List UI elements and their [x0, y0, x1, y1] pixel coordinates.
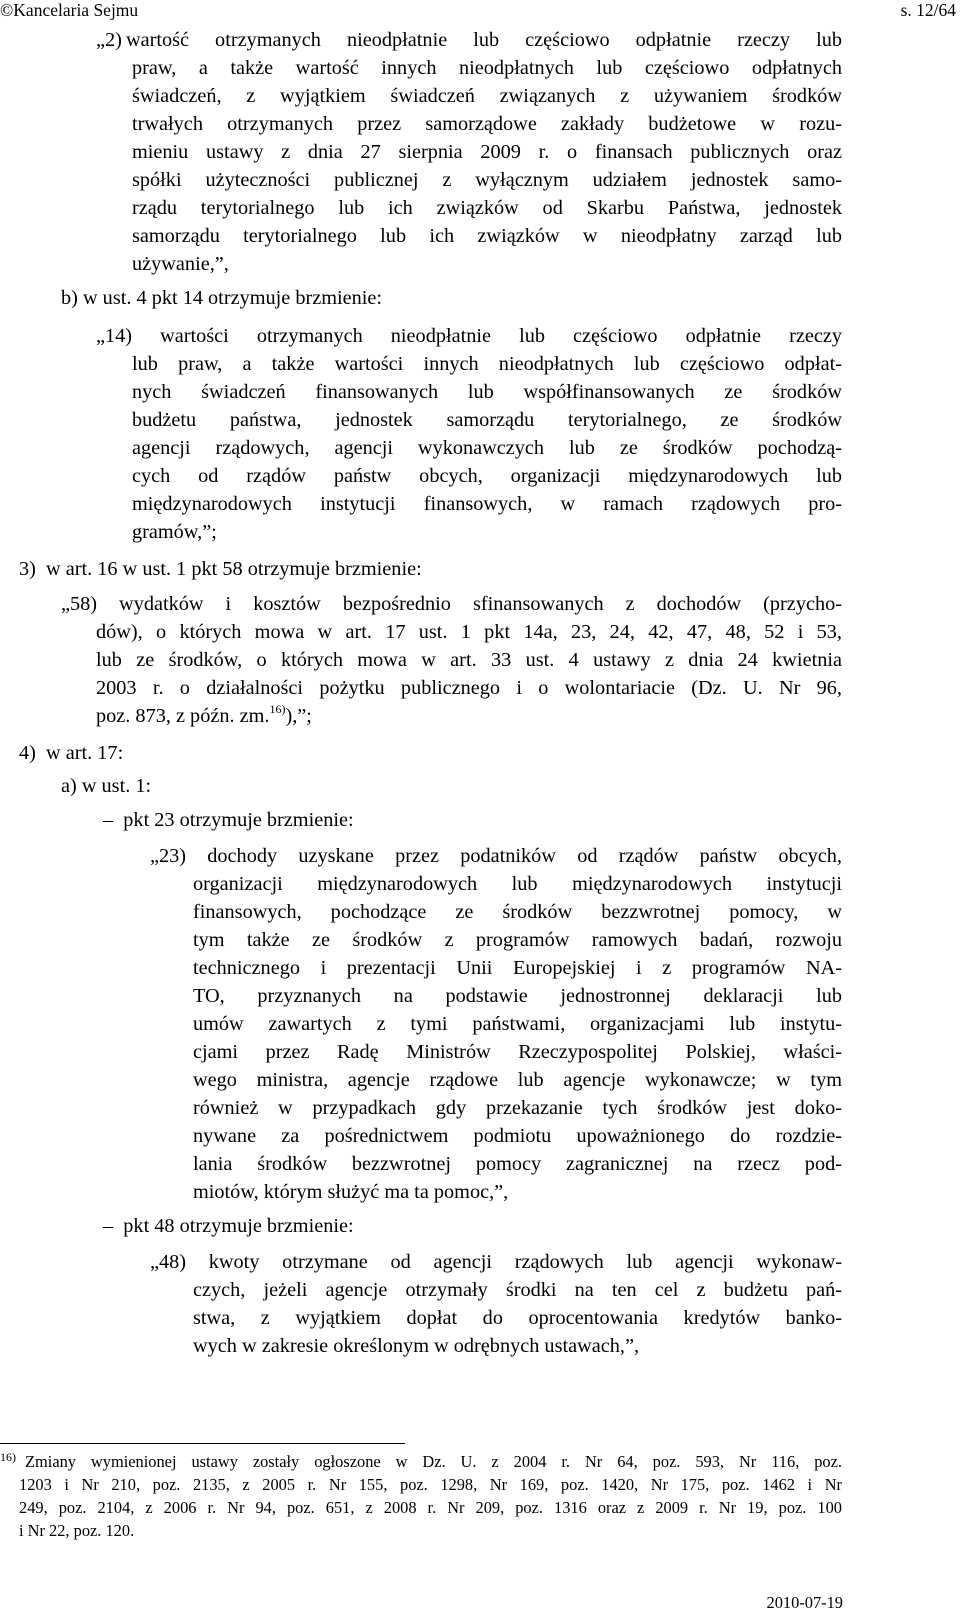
subpoint-b: b) w ust. 4 pkt 14 otrzymuje brzmienie:: [61, 287, 383, 309]
text-fragment: poz. 873, z późn. zm.: [96, 705, 270, 727]
text-line: nych świadczeń finansowanych lub współfinansowanych ze środków: [132, 381, 842, 403]
text-line: nywane za pośrednictwem podmiotu upoważnionego do rozdzie-: [193, 1125, 842, 1147]
footnote-separator: [0, 1443, 405, 1444]
footnote-reference[interactable]: 16): [269, 702, 286, 716]
footnote-line: 1203 i Nr 210, poz. 2135, z 2005 r. Nr 155, poz. 1298, Nr 169, poz. 1420, Nr 175, poz. 1462 i Nr: [19, 1475, 842, 1494]
text-line: cych od rządów państw obcych, organizacji międzynarodowych lub: [132, 465, 842, 487]
text-line: budżetu państwa, jednostek samorządu terytorialnego, ze środków: [132, 409, 842, 431]
text-line: stwa, z wyjątkiem dopłat do oprocentowania kredytów banko-: [193, 1307, 842, 1329]
footnote-line: i Nr 22, poz. 120.: [19, 1521, 135, 1540]
dash-item-pkt-48: – pkt 48 otrzymuje brzmienie:: [103, 1215, 354, 1237]
text-line: tym także ze środków z programów ramowych badań, rozwoju: [193, 929, 842, 951]
text-line: świadczeń, z wyjątkiem świadczeń związanych z używaniem środków: [132, 85, 842, 107]
footnote-line: Zmiany wymienionej ustawy zostały ogłoszone w Dz. U. z 2004 r. Nr 64, poz. 593, Nr 116, poz.: [25, 1452, 842, 1471]
text-line: „14) wartości otrzymanych nieodpłatnie lub częściowo odpłatnie rzeczy: [96, 325, 842, 347]
text-fragment: ),”;: [285, 705, 312, 727]
text-line: „58) wydatków i kosztów bezpośrednio sfinansowanych z dochodów (przycho-: [61, 593, 842, 615]
text-line: technicznego i prezentacji Unii Europejskiej i z programów NA-: [193, 957, 842, 979]
point-3: 3) w art. 16 w ust. 1 pkt 58 otrzymuje brzmienie:: [19, 558, 422, 580]
point-4: 4) w art. 17:: [19, 742, 124, 764]
text-line: wych w zakresie określonym w odrębnych ustawach,”,: [193, 1335, 640, 1357]
text-line: 2003 r. o działalności pożytku publicznego i o wolontariacie (Dz. U. Nr 96,: [96, 677, 842, 699]
text-line: umów zawartych z tymi państwami, organizacjami lub instytu-: [193, 1013, 842, 1035]
text-line: rządu terytorialnego lub ich związków od Skarbu Państwa, jednostek: [132, 197, 842, 219]
text-line: czych, jeżeli agencje otrzymały środki na ten cel z budżetu pań-: [193, 1279, 842, 1301]
text-line: TO, przyznanych na podstawie jednostronnej deklaracji lub: [193, 985, 842, 1007]
dash-item-pkt-23: – pkt 23 otrzymuje brzmienie:: [103, 809, 354, 831]
text-line: „23) dochody uzyskane przez podatników od rządów państw obcych,: [150, 845, 842, 867]
text-line: miotów, którym służyć ma ta pomoc,”,: [193, 1181, 509, 1203]
text-line: używanie,”,: [132, 253, 229, 275]
text-line: lub praw, a także wartości innych nieodpłatnych lub częściowo odpłat-: [132, 353, 842, 375]
text-line: agencji rządowych, agencji wykonawczych lub ze środków pochodzą-: [132, 437, 842, 459]
text-line: mieniu ustawy z dnia 27 sierpnia 2009 r. o finansach publicznych oraz: [132, 141, 842, 163]
footnote-marker: 16): [0, 1450, 16, 1464]
text-line: cjami przez Radę Ministrów Rzeczypospolitej Polskiej, właści-: [193, 1041, 842, 1063]
text-line: organizacji międzynarodowych lub międzynarodowych instytucji: [193, 873, 842, 895]
text-line: praw, a także wartość innych nieodpłatnych lub częściowo odpłatnych: [132, 57, 842, 79]
page-number: s. 12/64: [900, 0, 956, 20]
text-line: samorządu terytorialnego lub ich związków w nieodpłatny zarząd lub: [132, 225, 842, 247]
subpoint-a: a) w ust. 1:: [61, 775, 152, 797]
publisher-label: ©Kancelaria Sejmu: [0, 0, 139, 20]
footer-date: 2010-07-19: [766, 1593, 843, 1612]
text-line: międzynarodowych instytucji finansowych, w ramach rządowych pro-: [132, 493, 842, 515]
footnote-line: 249, poz. 2104, z 2006 r. Nr 94, poz. 651, z 2008 r. Nr 209, poz. 1316 oraz z 2009 r. Nr 19, poz. 100: [19, 1498, 842, 1517]
text-line: finansowych, pochodzące ze środków bezzwrotnej pomocy, w: [193, 901, 842, 923]
text-line: lub ze środków, o których mowa w art. 33 ust. 4 ustawy z dnia 24 kwietnia: [96, 649, 842, 671]
text-line: również w przypadkach gdy przekazanie tych środków jest doko-: [193, 1097, 842, 1119]
text-line: dów), o których mowa w art. 17 ust. 1 pkt 14a, 23, 24, 42, 47, 48, 52 i 53,: [96, 621, 842, 643]
text-line: „48) kwoty otrzymane od agencji rządowych lub agencji wykonaw-: [150, 1251, 842, 1273]
text-line: spółki użyteczności publicznej z wyłącznym udziałem jednostek samo-: [132, 169, 842, 191]
text-line: wego ministra, agencje rządowe lub agencje wykonawcze; w tym: [193, 1069, 842, 1091]
text-line: „2) wartość otrzymanych nieodpłatnie lub częściowo odpłatnie rzeczy lub: [96, 29, 842, 51]
text-line: lania środków bezzwrotnej pomocy zagranicznej na rzecz pod-: [193, 1153, 842, 1175]
text-line: trwałych otrzymanych przez samorządowe zakłady budżetowe w rozu-: [132, 113, 842, 135]
text-line: gramów,”;: [132, 521, 217, 543]
text-line-with-footnote-ref: [96, 704, 312, 728]
